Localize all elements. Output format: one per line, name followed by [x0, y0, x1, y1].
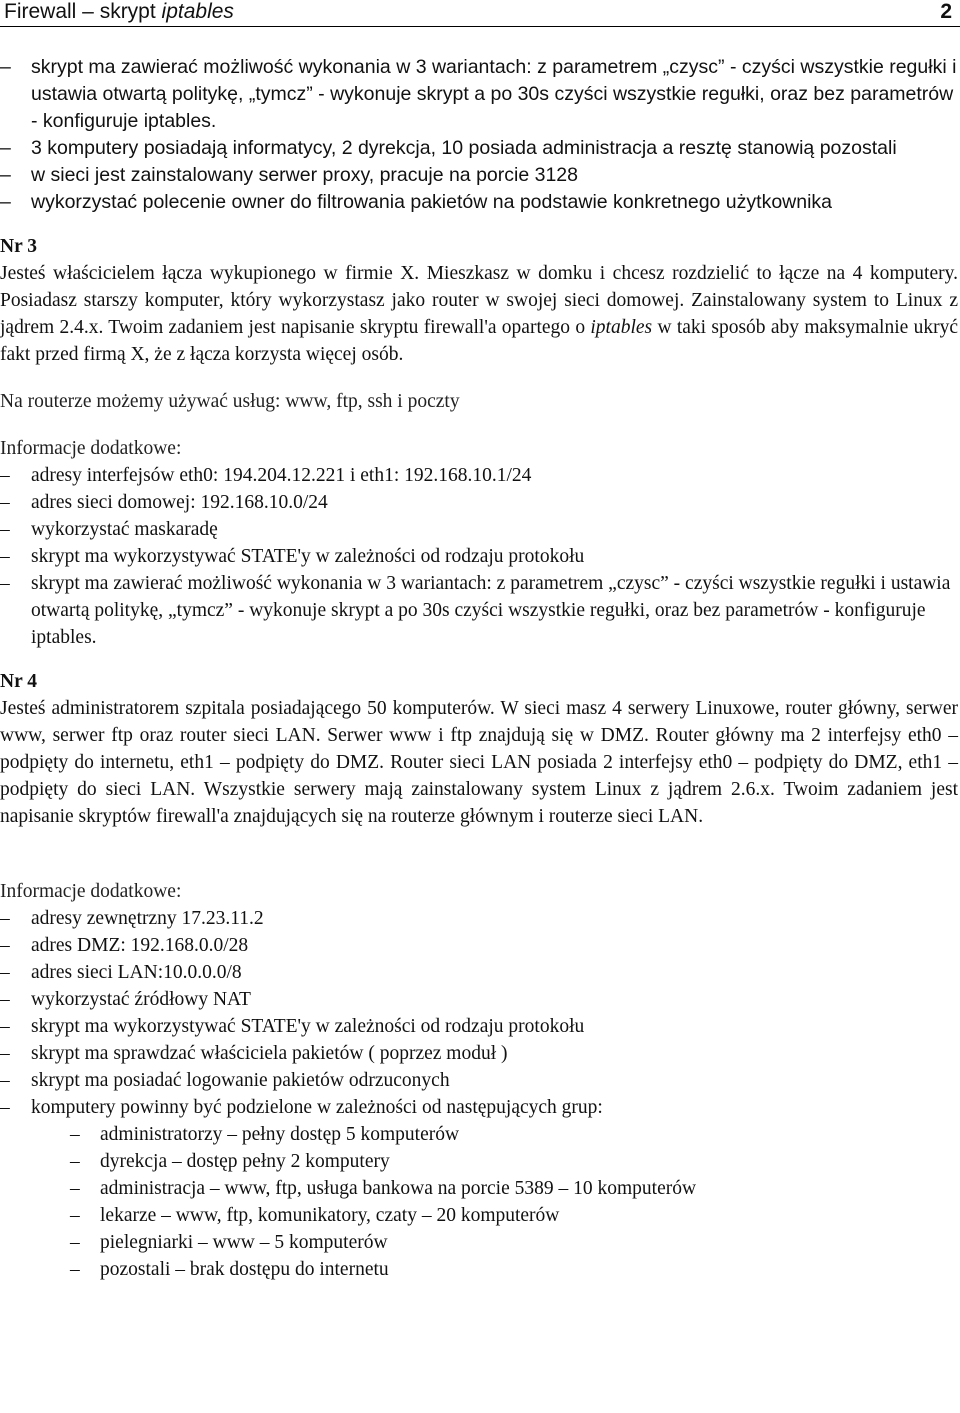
nr4-task-paragraph: Jesteś administratorem szpitala posiadającego 50 komputerów. W sieci masz 4 serwery Linuxowe, router główny, serwer www, serwer ftp oraz router sieci LAN. Serwer www i ftp znajdują się w DMZ. Router główny ma 2 interfejsy eth0 – podpięty do internetu, eth1 – podpięty do DMZ. Router sieci LAN posiada 2 interfejsy eth0 – podpięty do DMZ, eth1 – podpięty do sieci LAN. Wszystkie serwery mają zainstalowany system Linux z jądrem 2.6.x. Twoim zadaniem jest napisanie skryptów firewall'a znajdujących się na routerze głównym i routerze sieci LAN.	[0, 698, 958, 827]
list-item: – skrypt ma wykorzystywać STATE'y w zależności od rodzaju protokołu	[0, 1013, 958, 1040]
list-item: – adres sieci domowej: 192.168.10.0/24	[0, 489, 958, 516]
nr3-services-line: Na routerze możemy używać usług: www, ftp, ssh i poczty	[0, 391, 460, 412]
list-item: – w sieci jest zainstalowany serwer proxy, pracuje na porcie 3128	[0, 162, 958, 189]
list-item: – adresy interfejsów eth0: 194.204.12.221 i eth1: 192.168.10.1/24	[0, 462, 958, 489]
list-item: – pozostali – brak dostępu do internetu	[0, 1256, 958, 1283]
nr3-text-1: Jesteś właścicielem łącza wykupionego w firmie X. Mieszkasz w domku i chcesz rozdzielić to łącze na 4 komputery. Posiadasz starszy komputer, który wykorzystasz jako router w swojej sieci domowej. Zainstalowany system to Linux z jądrem 2.4.x. Twoim zadaniem jest napisanie skryptu firewall'a opartego o	[0, 263, 958, 338]
nr4-groups-list	[0, 1121, 958, 1283]
list-item: – skrypt ma sprawdzać właściciela pakietów ( poprzez moduł )	[0, 1040, 958, 1067]
list-item: – administratorzy – pełny dostęp 5 komputerów	[0, 1121, 958, 1148]
list-item: – skrypt ma wykorzystywać STATE'y w zależności od rodzaju protokołu	[0, 543, 958, 570]
nr3-task-paragraph	[0, 260, 958, 368]
list-item: – adres DMZ: 192.168.0.0/28	[0, 932, 958, 959]
nr3-info-label: Informacje dodatkowe:	[0, 438, 182, 459]
list-item: – pielegniarki – www – 5 komputerów	[0, 1229, 958, 1256]
list-item: – komputery powinny być podzielone w zależności od następujących grup:	[0, 1094, 958, 1121]
document-body	[0, 54, 958, 1283]
header-title-text: Firewall – skrypt	[4, 0, 162, 23]
header-title-italic: iptables	[161, 0, 234, 23]
top-requirements-list	[0, 54, 958, 216]
section-heading-nr3: Nr 3	[0, 236, 38, 257]
page-header-title	[4, 0, 234, 24]
list-item: – skrypt ma posiadać logowanie pakietów odrzuconych	[0, 1067, 958, 1094]
list-item: – lekarze – www, ftp, komunikatory, czaty – 20 komputerów	[0, 1202, 958, 1229]
page-number: 2	[940, 0, 952, 23]
list-item: – adres sieci LAN:10.0.0.0/8	[0, 959, 958, 986]
list-item: – skrypt ma zawierać możliwość wykonania w 3 wariantach: z parametrem „czysc” - czyści wszystkie regułki i ustawia otwartą politykę, „tymcz” - wykonuje skrypt a po 30s czyści wszystkie regułki, oraz bez parametrów - konfiguruje iptables.	[0, 570, 958, 651]
list-item: – adresy zewnętrzny 17.23.11.2	[0, 905, 958, 932]
list-item: – dyrekcja – dostęp pełny 2 komputery	[0, 1148, 958, 1175]
list-item: – wykorzystać polecenie owner do filtrowania pakietów na podstawie konkretnego użytkownika	[0, 189, 958, 216]
nr3-text-2: w taki sposób aby maksymalnie ukryć fakt przed firmą X, że z łącza korzysta więcej osób.	[0, 317, 959, 365]
list-item: – wykorzystać maskaradę	[0, 516, 958, 543]
list-item: – skrypt ma zawierać możliwość wykonania w 3 wariantach: z parametrem „czysc” - czyści wszystkie regułki i ustawia otwartą politykę, „tymcz” - wykonuje skrypt a po 30s czyści wszystkie regułki, oraz bez parametrów - konfiguruje iptables.	[0, 54, 958, 135]
nr3-info-list	[0, 462, 958, 651]
page-header	[0, 0, 960, 27]
nr4-info-list	[0, 905, 958, 1121]
list-item: – administracja – www, ftp, usługa bankowa na porcie 5389 – 10 komputerów	[0, 1175, 958, 1202]
nr4-info-label: Informacje dodatkowe:	[0, 881, 182, 902]
list-item: – 3 komputery posiadają informatycy, 2 dyrekcja, 10 posiada administracja a resztę stanowią pozostali	[0, 135, 958, 162]
section-heading-nr4: Nr 4	[0, 671, 38, 692]
list-item: – wykorzystać źródłowy NAT	[0, 986, 958, 1013]
nr3-text-italic: iptables	[590, 317, 653, 338]
